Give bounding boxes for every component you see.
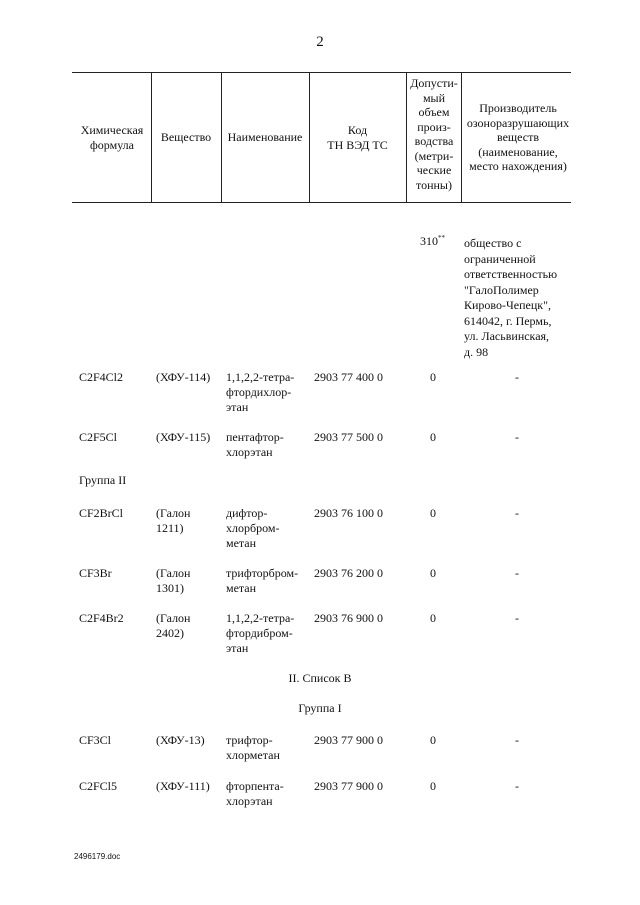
row-name: трифтор- хлорметан: [226, 733, 280, 762]
header-name: Наименование: [227, 130, 303, 144]
row-substance: (Галон 2402): [156, 611, 191, 640]
row-name: трифторбром- метан: [226, 566, 299, 595]
continued-producer: общество с ограниченной ответственностью "ГалоПолимер Кирово-Чепецк", 614042, г. Пермь, ул. Ласьвинская, д. 98: [464, 236, 558, 359]
row-substance: (Галон 1301): [156, 566, 191, 595]
table-top-rule: [72, 72, 571, 73]
row-producer: -: [515, 733, 519, 747]
continued-volume-value: 310: [420, 234, 438, 248]
row-name: пентафтор- хлорэтан: [226, 430, 284, 459]
row-formula: C2FCl5: [79, 779, 118, 793]
row-name: 1,1,2,2-тетра- фтордибром- этан: [226, 611, 295, 655]
row-volume: 0: [430, 430, 436, 444]
list-b-title: II. Список В: [288, 671, 352, 685]
row-producer: -: [515, 566, 519, 580]
document-filename: 2496179.doc: [74, 852, 121, 861]
row-substance: (ХФУ-114): [156, 370, 211, 384]
row-code: 2903 76 200 0: [314, 566, 383, 580]
row-producer: -: [515, 370, 519, 384]
page-number: 2: [316, 34, 324, 50]
row-code: 2903 76 100 0: [314, 506, 383, 520]
table-header-bottom-rule: [72, 202, 571, 203]
group-2-label: Группа II: [79, 473, 127, 487]
row-formula: C2F5Cl: [79, 430, 118, 444]
row-formula: C2F4Cl2: [79, 370, 124, 384]
row-substance: (ХФУ-111): [156, 779, 210, 793]
row-producer: -: [515, 611, 519, 625]
continued-volume: [420, 234, 445, 249]
row-name: фторпента- хлорэтан: [226, 779, 284, 808]
header-producer: Производитель озоноразрушающих веществ (наименование, место нахождения): [466, 101, 570, 173]
row-formula: C2F4Br2: [79, 611, 124, 625]
row-volume: 0: [430, 733, 436, 747]
row-name: 1,1,2,2-тетра- фтордихлор- этан: [226, 370, 295, 414]
row-volume: 0: [430, 611, 436, 625]
footnote-mark: **: [438, 234, 445, 242]
row-formula: CF3Br: [79, 566, 112, 580]
row-code: 2903 77 400 0: [314, 370, 383, 384]
row-code: 2903 76 900 0: [314, 611, 383, 625]
row-producer: -: [515, 430, 519, 444]
row-volume: 0: [430, 566, 436, 580]
header-volume: Допусти- мый объем произ- водства (метри- ческие тонны): [410, 76, 458, 192]
group-1-label: Группа I: [298, 701, 342, 715]
row-substance: (Галон 1211): [156, 506, 191, 535]
header-formula: Химическая формула: [80, 123, 144, 152]
row-code: 2903 77 900 0: [314, 733, 383, 747]
row-formula: CF3Cl: [79, 733, 112, 747]
row-volume: 0: [430, 370, 436, 384]
row-producer: -: [515, 506, 519, 520]
row-volume: 0: [430, 506, 436, 520]
row-substance: (ХФУ-115): [156, 430, 211, 444]
row-volume: 0: [430, 779, 436, 793]
row-code: 2903 77 500 0: [314, 430, 383, 444]
row-name: дифтор- хлорбром- метан: [226, 506, 280, 550]
header-substance: Вещество: [160, 130, 212, 144]
row-substance: (ХФУ-13): [156, 733, 205, 747]
row-code: 2903 77 900 0: [314, 779, 383, 793]
header-code: Код ТН ВЭД ТС: [327, 123, 388, 152]
row-producer: -: [515, 779, 519, 793]
row-formula: CF2BrCl: [79, 506, 124, 520]
